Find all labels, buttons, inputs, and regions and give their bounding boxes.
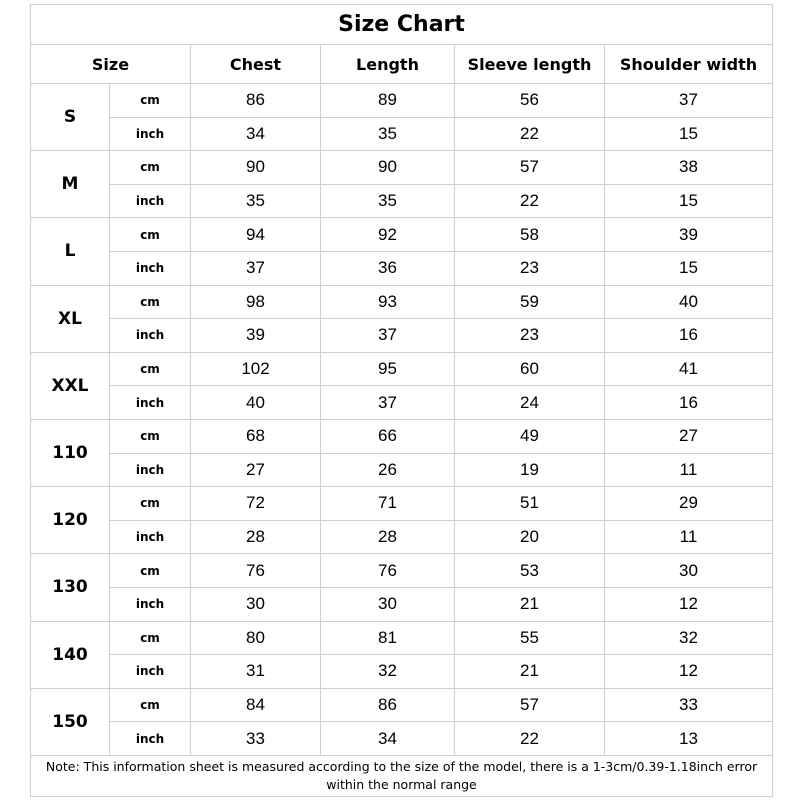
chest-value: 72 [191,487,321,521]
sleeve-length-value: 21 [455,655,605,689]
length-value: 34 [321,722,455,756]
table-row [31,587,773,621]
sleeve-length-value: 57 [455,151,605,185]
length-value: 30 [321,587,455,621]
header-row [31,45,773,84]
chest-value: 33 [191,722,321,756]
unit-label-inch: inch [110,655,191,689]
shoulder-width-value: 15 [605,117,773,151]
chest-value: 86 [191,84,321,118]
size-label: 120 [31,487,110,554]
measurement-note: Note: This information sheet is measured according to the size of the model, there is a 1-3cm/0.39-1.18inch error within the normal range [31,755,773,796]
shoulder-width-value: 12 [605,587,773,621]
table-row [31,319,773,353]
chest-value: 28 [191,520,321,554]
length-value: 35 [321,117,455,151]
title-row [31,5,773,45]
sleeve-length-value: 49 [455,419,605,453]
sleeve-length-value: 51 [455,487,605,521]
sleeve-length-value: 24 [455,386,605,420]
sleeve-length-value: 19 [455,453,605,487]
chest-value: 39 [191,319,321,353]
unit-label-inch: inch [110,386,191,420]
sleeve-length-value: 22 [455,184,605,218]
length-value: 37 [321,386,455,420]
unit-label-cm: cm [110,151,191,185]
shoulder-width-value: 40 [605,285,773,319]
unit-label-inch: inch [110,453,191,487]
header-chest: Chest [191,45,321,84]
shoulder-width-value: 16 [605,319,773,353]
shoulder-width-value: 15 [605,251,773,285]
length-value: 66 [321,419,455,453]
chest-value: 35 [191,184,321,218]
length-value: 93 [321,285,455,319]
unit-label-inch: inch [110,117,191,151]
chest-value: 76 [191,554,321,588]
header-shoulder-width: Shoulder width [605,45,773,84]
unit-label-cm: cm [110,487,191,521]
chest-value: 34 [191,117,321,151]
shoulder-width-value: 33 [605,688,773,722]
unit-label-cm: cm [110,419,191,453]
size-label: 140 [31,621,110,688]
unit-label-inch: inch [110,520,191,554]
chest-value: 31 [191,655,321,689]
unit-label-inch: inch [110,319,191,353]
shoulder-width-value: 37 [605,84,773,118]
unit-label-inch: inch [110,184,191,218]
length-value: 26 [321,453,455,487]
header-length: Length [321,45,455,84]
chart-title: Size Chart [31,5,773,45]
table-row [31,419,773,453]
size-label: S [31,84,110,151]
chest-value: 37 [191,251,321,285]
table-row [31,84,773,118]
sleeve-length-value: 22 [455,117,605,151]
unit-label-cm: cm [110,688,191,722]
chest-value: 80 [191,621,321,655]
chest-value: 68 [191,419,321,453]
size-label: 110 [31,419,110,486]
shoulder-width-value: 39 [605,218,773,252]
shoulder-width-value: 12 [605,655,773,689]
chest-value: 84 [191,688,321,722]
shoulder-width-value: 32 [605,621,773,655]
shoulder-width-value: 11 [605,520,773,554]
size-label: M [31,151,110,218]
sleeve-length-value: 55 [455,621,605,655]
unit-label-cm: cm [110,218,191,252]
table-row [31,352,773,386]
table-row [31,520,773,554]
table-row [31,184,773,218]
table-row [31,722,773,756]
sleeve-length-value: 22 [455,722,605,756]
sleeve-length-value: 59 [455,285,605,319]
shoulder-width-value: 16 [605,386,773,420]
size-label: L [31,218,110,285]
sleeve-length-value: 56 [455,84,605,118]
size-label: 150 [31,688,110,755]
shoulder-width-value: 15 [605,184,773,218]
chest-value: 102 [191,352,321,386]
size-label: XXL [31,352,110,419]
header-size: Size [31,45,191,84]
sleeve-length-value: 20 [455,520,605,554]
length-value: 71 [321,487,455,521]
length-value: 76 [321,554,455,588]
note-row [31,755,773,796]
unit-label-cm: cm [110,84,191,118]
length-value: 86 [321,688,455,722]
size-chart-table [30,4,773,797]
shoulder-width-value: 11 [605,453,773,487]
unit-label-inch: inch [110,722,191,756]
table-row [31,251,773,285]
unit-label-inch: inch [110,251,191,285]
shoulder-width-value: 29 [605,487,773,521]
size-label: 130 [31,554,110,621]
sleeve-length-value: 58 [455,218,605,252]
table-row [31,117,773,151]
sleeve-length-value: 60 [455,352,605,386]
chest-value: 98 [191,285,321,319]
length-value: 81 [321,621,455,655]
size-label: XL [31,285,110,352]
table-row [31,218,773,252]
table-row [31,688,773,722]
length-value: 35 [321,184,455,218]
unit-label-cm: cm [110,285,191,319]
chest-value: 30 [191,587,321,621]
length-value: 90 [321,151,455,185]
shoulder-width-value: 27 [605,419,773,453]
length-value: 37 [321,319,455,353]
table-row [31,554,773,588]
length-value: 36 [321,251,455,285]
sleeve-length-value: 57 [455,688,605,722]
shoulder-width-value: 41 [605,352,773,386]
table-row [31,453,773,487]
sleeve-length-value: 23 [455,251,605,285]
sleeve-length-value: 23 [455,319,605,353]
shoulder-width-value: 13 [605,722,773,756]
length-value: 95 [321,352,455,386]
shoulder-width-value: 38 [605,151,773,185]
chest-value: 40 [191,386,321,420]
table-row [31,285,773,319]
sleeve-length-value: 53 [455,554,605,588]
sleeve-length-value: 21 [455,587,605,621]
table-row [31,151,773,185]
length-value: 92 [321,218,455,252]
table-row [31,655,773,689]
unit-label-inch: inch [110,587,191,621]
header-sleeve-length: Sleeve length [455,45,605,84]
chest-value: 27 [191,453,321,487]
length-value: 32 [321,655,455,689]
length-value: 28 [321,520,455,554]
length-value: 89 [321,84,455,118]
unit-label-cm: cm [110,621,191,655]
unit-label-cm: cm [110,352,191,386]
table-row [31,386,773,420]
chest-value: 90 [191,151,321,185]
chest-value: 94 [191,218,321,252]
shoulder-width-value: 30 [605,554,773,588]
table-row [31,621,773,655]
table-row [31,487,773,521]
unit-label-cm: cm [110,554,191,588]
